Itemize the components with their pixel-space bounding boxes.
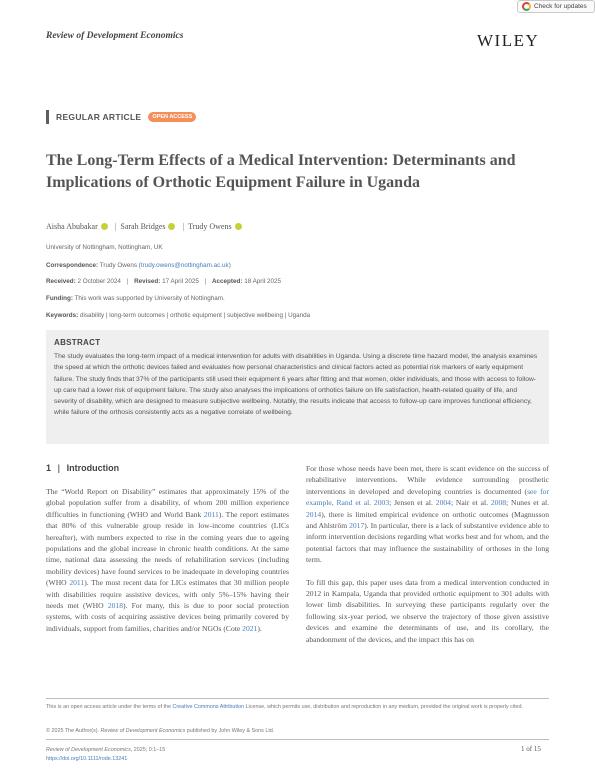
section-heading <box>46 463 119 473</box>
affiliation: University of Nottingham, Nottingham, UK <box>46 244 163 251</box>
keywords <box>46 312 310 319</box>
citation-link[interactable]: 2004 <box>435 498 451 508</box>
check-for-updates-label: Check for updates <box>534 3 587 10</box>
article-type <box>46 110 196 124</box>
article-type-bar <box>46 110 49 124</box>
left-column <box>46 486 289 645</box>
revised-date: 17 April 2025 <box>162 278 199 285</box>
footer-divider <box>46 739 549 740</box>
citation-journal: Review of Development Economics <box>46 747 131 753</box>
funding <box>46 295 225 302</box>
citation-link[interactable]: 2014 <box>306 509 322 519</box>
correspondence: Correspondence: Trudy Owens (trudy.owens@nottingham.ac.uk) <box>46 262 231 269</box>
orcid-icon[interactable] <box>235 223 242 230</box>
publisher-logo: WILEY <box>477 31 540 50</box>
paragraph: The “World Report on Disability” estimates that approximately 15% of the global population suffer from a disability, of whom 200 million experience difficulties in functioning (WHO and World Bank 2011). The report estimates that 80% of this vulnerable group reside in low-income countries (LICs hereafter), with numbers expected to rise in the coming years due to ageing populations and the global increase in chronic health conditions. At the same time, national data assessing the needs of rehabilitation services (including mobility devices) have found services to be inadequate in developing countries (WHO 2011). The most recent data for LICs estimates that 30 million people with disabilities require assistive devices, with only 5%–15% having their needs met (WHO 2018). For many, this is due to poor social protection systems, with costs of acquiring assistive devices being primarily covered by individuals, support from families, charities and/or NGOs (Cote 2021). <box>46 487 290 633</box>
correspondence-name: Trudy Owens <box>99 262 137 269</box>
revised-label: Revised: <box>134 278 161 285</box>
copyright-line: © 2025 The Author(s). Review of Development Economics published by John Wiley & Sons Ltd. <box>46 728 275 734</box>
citation-link[interactable]: 2011 <box>69 578 85 588</box>
accepted-date: 18 April 2025 <box>244 278 281 285</box>
date-separator: | <box>204 278 207 285</box>
paragraph: To fill this gap, this paper uses data from a medical intervention conducted in 2012 in Kampala, Uganda that provided orthotic equipment to 301 adults with lower limb disabilities. In surveying these participants regularly over the following six-year period, we observe the trajectory of those given assistive devices and examine the determinants of use, and its corollary, the abandonment of the devices, and the impact this has on <box>306 577 549 644</box>
section-separator: | <box>57 463 61 473</box>
citation-link[interactable]: 2018 <box>107 601 123 611</box>
funding-label: Funding: <box>46 295 73 302</box>
crossmark-icon <box>522 2 531 11</box>
check-for-updates-button[interactable] <box>517 0 595 13</box>
citation-link[interactable]: 2017 <box>349 521 365 531</box>
author-name[interactable]: Trudy Owens <box>188 222 232 231</box>
orcid-icon[interactable] <box>168 223 175 230</box>
received-date: 2 October 2024 <box>77 278 121 285</box>
citation-link[interactable]: 2008 <box>490 498 507 508</box>
article-dates <box>46 278 281 285</box>
copyright-journal: Review of Development Economics <box>100 728 186 734</box>
abstract-box <box>46 330 549 444</box>
keywords-label: Keywords: <box>46 312 79 319</box>
page-number: 1 of 15 <box>521 745 541 753</box>
citation-link[interactable]: 2021 <box>242 623 258 633</box>
author-separator: | <box>182 222 185 231</box>
correspondence-email-link[interactable]: trudy.owens@nottingham.ac.uk <box>140 262 229 269</box>
section-title: Introduction <box>66 463 120 473</box>
license-link[interactable]: Creative Commons Attribution <box>172 704 245 710</box>
author-name[interactable]: Aisha Abubakar <box>46 222 98 231</box>
author-list <box>46 222 245 231</box>
received-label: Received: <box>46 278 76 285</box>
abstract-title: ABSTRACT <box>54 338 101 347</box>
right-column <box>306 463 549 656</box>
paragraph: For those whose needs have been met, there is scant evidence on the success of rehabilitative interventions. While evidence surrounding prosthetic interventions in developed and developing countries is documented (see for example, Rand et al. 2003; Jensen et al. 2004; Nair et al. 2008; Nunes et al. 2014), there is limited empirical evidence on orthotic outcomes (Magnusson and Ahlström 2017). In particular, there is a lack of substantive evidence able to inform intervention decisions regarding what works best and for whom, and the potential factors that may influence the sustainability of orthoses in the long term. <box>306 464 549 565</box>
open-access-badge: OPEN ACCESS <box>148 112 196 122</box>
funding-text: This work was supported by University of Nottingham. <box>74 295 225 302</box>
author-name[interactable]: Sarah Bridges <box>120 222 166 231</box>
footer-divider <box>46 698 549 699</box>
citation-line: Review of Development Economics, 2025; 0:1–15 <box>46 747 166 753</box>
abstract-text: The study evaluates the long-term impact of a medical intervention for adults with disabilities in Uganda. Using a discrete time hazard model, the analysis examines the speed at which the orthotic devices failed and evaluates how personal characteristics and clinical factors acted as potential risk markers of early equipment failure. The study finds that 37% of the participants still used their equipment 6 years after fitting and that women, older individuals, and those with access to follow-up care had a lower risk of equipment failure. The study also analyses the implications of orthotics failure on life satisfaction, health-related quality of life, and severity of disability, which are designed to measure subjective wellbeing. Notably, the results indicate that access to follow-up care improves functional efficiency, while failure of the orthosis consistently acts as a negative correlate of wellbeing. <box>54 353 538 417</box>
license-note: This is an open access article under the terms of the Creative Commons Attribution License, which permits use, distribution and reproduction in any medium, provided the original work is properly cited. <box>46 704 524 710</box>
orcid-icon[interactable] <box>101 223 108 230</box>
citation-link[interactable]: see for example, Rand et al. 2003 <box>306 486 549 508</box>
author-separator: | <box>114 222 117 231</box>
section-number: 1 <box>46 463 52 473</box>
citation-link[interactable]: 2011 <box>203 509 219 519</box>
doi-link[interactable]: https://doi.org/10.1111/rode.13241 <box>46 756 128 762</box>
accepted-label: Accepted: <box>211 278 243 285</box>
article-title: The Long-Term Effects of a Medical Intervention: Determinants and Implications of Orthotic Equipment Failure in Uganda <box>46 152 516 191</box>
keywords-text: disability | long-term outcomes | orthotic equipment | subjective wellbeing | Uganda <box>79 312 311 319</box>
doi-line <box>46 755 556 764</box>
article-type-label: REGULAR ARTICLE <box>56 112 142 122</box>
correspondence-label: Correspondence: <box>46 262 99 269</box>
date-separator: | <box>126 278 129 285</box>
journal-name: Review of Development Economics <box>46 31 184 41</box>
